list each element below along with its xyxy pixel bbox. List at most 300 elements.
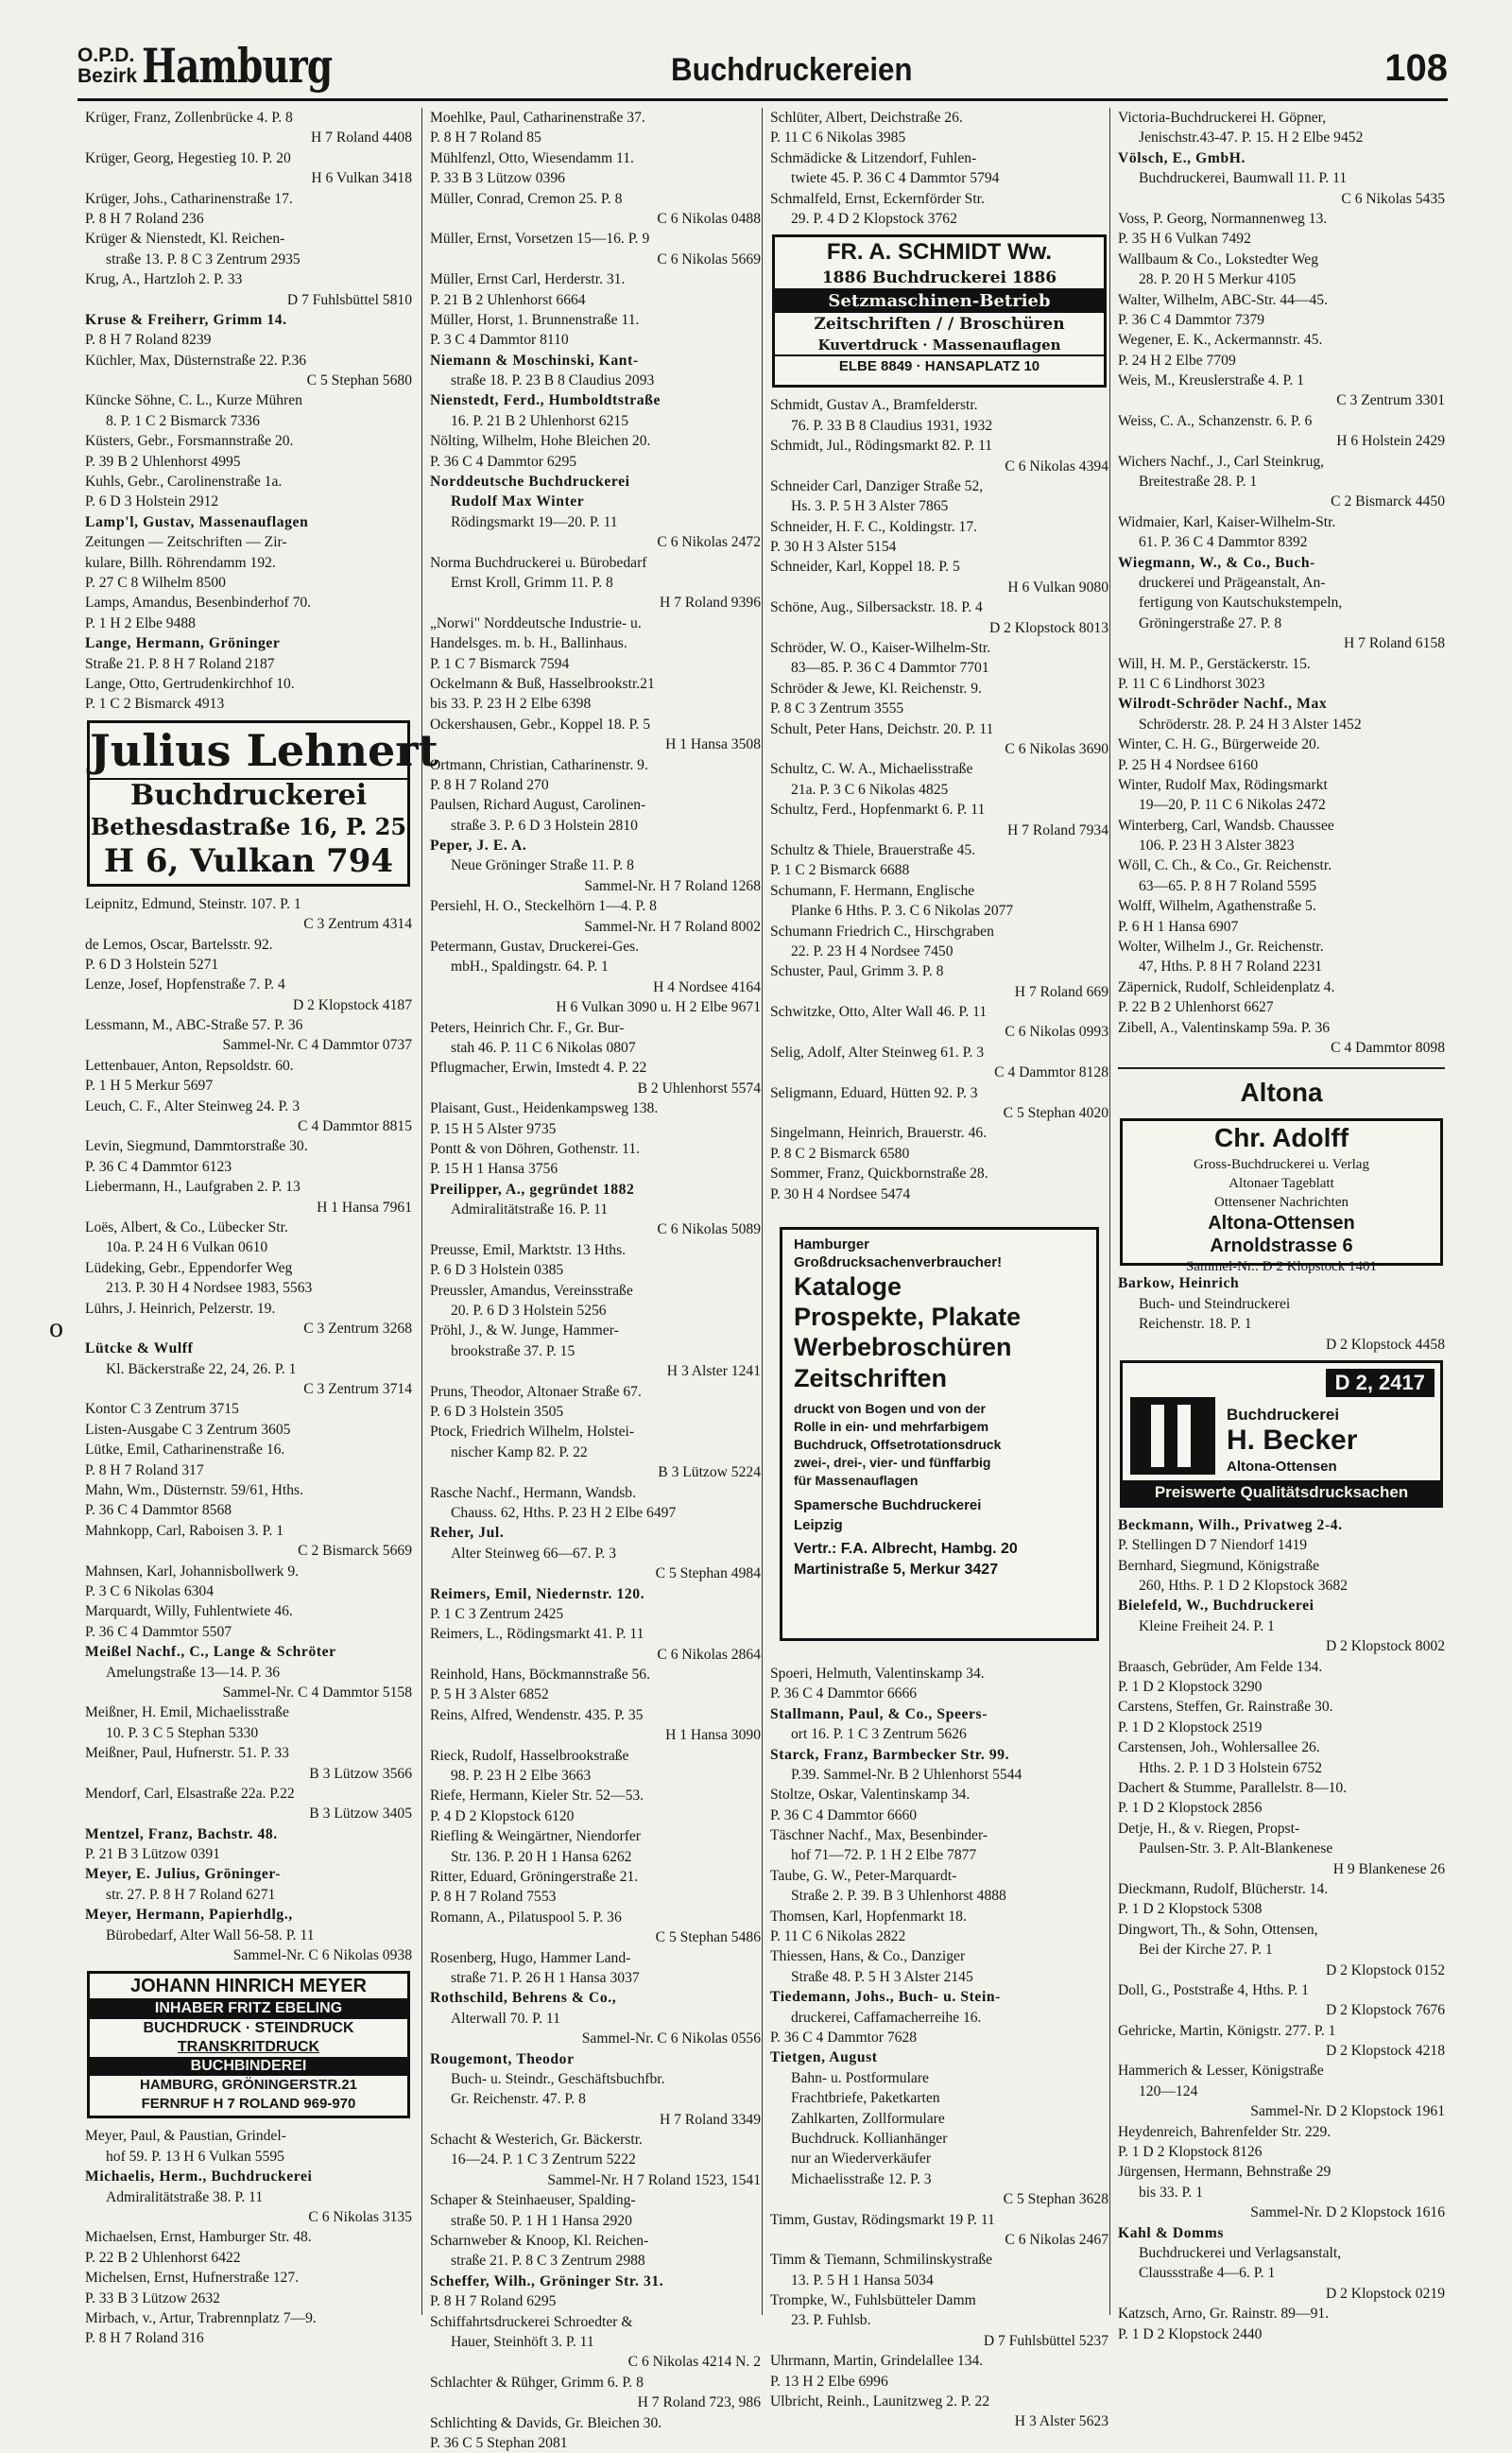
directory-entry-line: Dachert & Stumme, Parallelstr. 8—10.	[1118, 1780, 1348, 1796]
directory-entry-line: Küncke Söhne, C. L., Kurze Mühren	[85, 392, 302, 409]
directory-entry-line: P. 25 H 4 Nordsee 6160	[1118, 756, 1259, 773]
ad-company-name: FR. A. SCHMIDT Ww.	[826, 239, 1053, 266]
directory-entry-line: Schröder & Jewe, Kl. Reichenstr. 9.	[770, 680, 982, 697]
directory-entry-line: P. 8 H 7 Roland 85	[430, 130, 541, 147]
directory-entry-line: Meyer, Paul, & Paustian, Grindel-	[85, 2128, 286, 2145]
directory-entry-line: Krug, A., Hartzloh 2. P. 33	[85, 271, 243, 288]
directory-entry-line: Pontt & von Döhren, Gothenstr. 11.	[430, 1140, 641, 1157]
ad-phone: Sammel-Nr.: D 2 Klopstock 1401	[1185, 1259, 1378, 1275]
section-title: Buchdruckereien	[671, 52, 913, 88]
directory-entry-line: Sammel-Nr. C 6 Nikolas 0556	[581, 2030, 761, 2047]
directory-entry-line: H 7 Roland 669	[1014, 983, 1108, 1000]
directory-entry-line: straße 71. P. 26 H 1 Hansa 3037	[451, 1969, 640, 1986]
directory-entry-line: Bürobedarf, Alter Wall 56-58. P. 11	[106, 1926, 315, 1943]
directory-entry-line: ort 16. P. 1 C 3 Zentrum 5626	[791, 1726, 967, 1743]
directory-entry-line: H 1 Hansa 7961	[317, 1199, 412, 1216]
directory-entry-line: Paulsen, Richard August, Carolinen-	[430, 797, 646, 814]
ad-company-name: H. Becker	[1227, 1424, 1358, 1456]
directory-entry-line: 22. P. 23 H 4 Nordsee 7450	[791, 942, 954, 959]
directory-entry-line: Wolff, Wilhelm, Agathenstraße 5.	[1118, 898, 1316, 915]
directory-entry-line: Barkow, Heinrich	[1118, 1275, 1240, 1292]
directory-entry-line: Schiffahrtsdruckerei Schroedter &	[430, 2313, 633, 2330]
directory-entry-line: P. 15 H 1 Hansa 3756	[430, 1161, 558, 1178]
directory-entry-line: Sammel-Nr. D 2 Klopstock 1616	[1250, 2204, 1445, 2221]
directory-entry-line: H 7 Roland 6158	[1344, 635, 1445, 652]
page-number: 108	[1384, 47, 1448, 89]
directory-entry-line: P. 13 H 2 Elbe 6996	[770, 2373, 888, 2390]
directory-entry-line: Lenze, Josef, Hopfenstraße 7. P. 4	[85, 976, 285, 993]
directory-entry-line: P. 39 B 2 Uhlenhorst 4995	[85, 453, 241, 470]
directory-entry-line: Loës, Albert, & Co., Lübecker Str.	[85, 1218, 288, 1235]
directory-entry-line: Voss, P. Georg, Normannenweg 13.	[1118, 210, 1328, 227]
ad-line: 1886 Buchdruckerei 1886	[775, 268, 1104, 290]
directory-entry-line: Buchdruckerei und Verlagsanstalt,	[1139, 2244, 1342, 2261]
entry-list	[770, 395, 1108, 1204]
directory-entry-line: Lamp'l, Gustav, Massenauflagen	[85, 513, 309, 530]
directory-entry-line: Winter, Rudolf Max, Rödingsmarkt	[1118, 776, 1328, 793]
directory-entry-line: 28. P. 20 H 5 Merkur 4105	[1139, 271, 1297, 288]
directory-entry-line: P. 6 D 3 Holstein 3505	[430, 1404, 564, 1420]
directory-entry-line: Hs. 3. P. 5 H 3 Alster 7865	[791, 498, 949, 515]
directory-entry-line: bis 33. P. 1	[1139, 2184, 1204, 2201]
directory-entry-line: Lütcke & Wulff	[85, 1340, 194, 1357]
directory-entry-line: P. 1 C 2 Bismarck 4913	[85, 696, 225, 713]
directory-entry-line: Bielefeld, W., Buchdruckerei	[1118, 1598, 1314, 1615]
directory-entry-line: D 2 Klopstock 0219	[1325, 2285, 1445, 2302]
directory-entry-line: H 9 Blankenese 26	[1332, 1860, 1445, 1877]
directory-entry-line: P. 5 H 3 Alster 6852	[430, 1686, 549, 1703]
directory-entry-line: Schumann, F. Hermann, Englische	[770, 882, 975, 899]
directory-entry-line: C 5 Stephan 5680	[306, 372, 412, 389]
directory-entry-line: B 3 Lützow 3405	[309, 1805, 412, 1822]
directory-entry-line: Küsters, Gebr., Forsmannstraße 20.	[85, 433, 294, 450]
ad-company-name: JOHANN HINRICH MEYER	[129, 1976, 368, 1997]
directory-entry-line: P. 27 C 8 Wilhelm 8500	[85, 574, 226, 591]
directory-entry-line: kulare, Billh. Röhrendamm 192.	[85, 554, 276, 571]
directory-entry-line: Doll, G., Poststraße 4, Hths. P. 1	[1118, 1981, 1309, 1998]
directory-entry-line: straße 18. P. 23 B 8 Claudius 2093	[451, 372, 655, 389]
directory-entry-line: D 2 Klopstock 7676	[1325, 2002, 1445, 2019]
directory-entry-line: Ortmann, Christian, Catharinenstr. 9.	[430, 756, 648, 773]
directory-entry-line: 83—85. P. 36 C 4 Dammtor 7701	[791, 660, 989, 677]
directory-entry-line: Scharnweber & Knoop, Kl. Reichen-	[430, 2233, 649, 2250]
entry-list	[85, 108, 412, 715]
directory-entry-line: str. 27. P. 8 H 7 Roland 6271	[106, 1886, 276, 1903]
directory-entry-line: Taube, G. W., Peter-Marquardt-	[770, 1867, 957, 1884]
directory-entry-line: P. 8 C 3 Zentrum 3555	[770, 700, 904, 717]
ad-company-name: Julius Lehnert	[90, 724, 438, 776]
directory-entry-line: B 3 Lützow 3566	[309, 1765, 412, 1782]
directory-entry-line: Victoria-Buchdruckerei H. Göpner,	[1118, 110, 1327, 126]
becker-logo-mark	[1151, 1405, 1164, 1467]
directory-entry-line: P. 36 C 4 Dammtor 6295	[430, 453, 577, 470]
directory-entry-line: C 6 Nikolas 5089	[657, 1221, 761, 1238]
directory-entry-line: Wegener, E. K., Ackermannstr. 45.	[1118, 332, 1323, 349]
directory-entry-line: Lettenbauer, Anton, Repsoldstr. 60.	[85, 1057, 294, 1074]
directory-entry-line: Stallmann, Paul, & Co., Speers-	[770, 1705, 988, 1722]
directory-entry-line: hof 59. P. 13 H 6 Vulkan 5595	[106, 2148, 284, 2165]
directory-entry-line: Liebermann, H., Laufgraben 2. P. 13	[85, 1179, 301, 1196]
bezirk-label: Bezirk	[77, 65, 138, 87]
directory-entry-line: P. 1 D 2 Klopstock 2440	[1118, 2325, 1263, 2342]
directory-entry-line: C 5 Stephan 3628	[1003, 2191, 1108, 2208]
directory-entry-line: Schmalfeld, Ernst, Eckernförder Str.	[770, 190, 985, 207]
directory-entry-line: Timm & Tiemann, Schmilinskystraße	[770, 2252, 993, 2269]
ad-headline: Prospekte, Plakate	[794, 1302, 1022, 1331]
directory-entry-line: P. 1 C 2 Bismarck 6688	[770, 862, 910, 879]
ad-owner: INHABER FRITZ EBELING	[90, 1998, 407, 2019]
directory-entry-line: Ulbricht, Reinh., Launitzweg 2. P. 22	[770, 2393, 990, 2410]
directory-entry-line: P. 1 D 2 Klopstock 8126	[1118, 2144, 1263, 2161]
directory-entry-line: C 4 Dammtor 8128	[994, 1064, 1108, 1081]
directory-entry-line: H 7 Roland 3349	[660, 2111, 761, 2128]
directory-entry-line: C 6 Nikolas 0488	[657, 210, 761, 227]
directory-entry-line: P. 8 H 7 Roland 270	[430, 776, 549, 793]
directory-entry-line: Lütke, Emil, Catharinenstraße 16.	[85, 1442, 285, 1459]
directory-entry-line: C 6 Nikolas 2467	[1005, 2231, 1108, 2248]
directory-entry-line: Carstens, Steffen, Gr. Rainstraße 30.	[1118, 1699, 1333, 1716]
directory-entry-line: Widmaier, Karl, Kaiser-Wilhelm-Str.	[1118, 513, 1336, 530]
directory-entry-line: D 2 Klopstock 8013	[988, 619, 1108, 636]
directory-entry-line: Straße 2. P. 39. B 3 Uhlenhorst 4888	[791, 1888, 1006, 1905]
directory-entry-line: de Lemos, Oscar, Bartelsstr. 92.	[85, 936, 273, 953]
directory-entry-line: P. Stellingen D 7 Niendorf 1419	[1118, 1537, 1308, 1554]
directory-entry-line: P. 8 C 2 Bismarck 6580	[770, 1145, 910, 1162]
directory-entry-line: Kuhls, Gebr., Carolinenstraße 1a.	[85, 474, 283, 491]
directory-entry-line: Tietgen, August	[770, 2049, 878, 2066]
directory-entry-line: H 3 Alster 5623	[1014, 2413, 1108, 2430]
ad-line: Altonaer Tageblatt	[1228, 1176, 1334, 1192]
directory-entry-line: 29. P. 4 D 2 Klopstock 3762	[791, 210, 957, 227]
directory-entry-line: 98. P. 23 H 2 Elbe 3663	[451, 1768, 592, 1785]
directory-entry-line: 260, Hths. P. 1 D 2 Klopstock 3682	[1139, 1578, 1348, 1595]
directory-entry-line: P. 33 B 3 Lützow 2632	[85, 2289, 220, 2306]
directory-entry-line: Buch- und Steindruckerei	[1139, 1295, 1291, 1312]
directory-entry-line: Rothschild, Behrens & Co.,	[430, 1990, 617, 2007]
directory-entry-line: Wolter, Wilhelm J., Gr. Reichenstr.	[1118, 939, 1324, 956]
directory-entry-line: Leipnitz, Edmund, Steinstr. 107. P. 1	[85, 895, 301, 912]
ad-agent: Vertr.: F.A. Albrecht, Hambg. 20	[794, 1540, 1018, 1557]
directory-entry-line: P. 36 C 4 Dammtor 5507	[85, 1623, 232, 1640]
directory-entry-line: 61. P. 36 C 4 Dammtor 8392	[1139, 534, 1308, 551]
directory-entry-line: Seligmann, Eduard, Hütten 92. P. 3	[770, 1084, 978, 1101]
directory-entry-line: Krüger & Nienstedt, Kl. Reichen-	[85, 231, 285, 248]
directory-entry-line: Kleine Freiheit 24. P. 1	[1139, 1617, 1275, 1634]
ad-line: Setzmaschinen-Betrieb	[775, 290, 1104, 313]
ad-line: zwei-, drei-, vier- und fünffarbig	[794, 1454, 991, 1470]
directory-entry-line: Spoeri, Helmuth, Valentinskamp 34.	[770, 1665, 985, 1682]
directory-entry-line: P. 1 D 2 Klopstock 3290	[1118, 1679, 1263, 1696]
ad-city: Leipzig	[794, 1516, 843, 1533]
directory-entry-line: Jürgensen, Hermann, Behnstraße 29	[1118, 2164, 1332, 2181]
directory-entry-line: 47, Hths. P. 8 H 7 Roland 2231	[1139, 959, 1323, 976]
directory-entry-line: P. 1 D 2 Klopstock 2856	[1118, 1800, 1263, 1817]
ad-line: Kuvertdruck · Massenauflagen	[775, 336, 1104, 356]
directory-entry-line: P. 4 D 2 Klopstock 6120	[430, 1807, 575, 1824]
column-4	[1109, 108, 1445, 2342]
ad-city: Altona-Ottensen	[1208, 1213, 1355, 1235]
directory-entry-line: 76. P. 33 B 8 Claudius 1931, 1932	[791, 417, 993, 434]
directory-entry-line: P. 22 B 2 Uhlenhorst 6422	[85, 2249, 241, 2266]
directory-entry-line: fertigung von Kautschukstempeln,	[1139, 595, 1343, 612]
ad-line: Hamburger	[794, 1235, 870, 1252]
directory-entry-line: Hauer, Steinhöft 3. P. 11	[451, 2333, 594, 2350]
directory-entry-line: Hammerich & Lesser, Königstraße	[1118, 2063, 1324, 2080]
directory-entry-line: Wiegmann, W., & Co., Buch-	[1118, 554, 1315, 571]
directory-entry-line: bis 33. P. 23 H 2 Elbe 6398	[430, 696, 592, 713]
directory-entry-line: 8. P. 1 C 2 Bismarck 7336	[106, 412, 260, 429]
ad-line: Ottensener Nachrichten	[1213, 1195, 1349, 1211]
directory-entry-line: Winterberg, Carl, Wandsb. Chaussee	[1118, 817, 1334, 834]
directory-entry-line: Beckmann, Wilh., Privatweg 2-4.	[1118, 1516, 1343, 1533]
directory-entry-line: Planke 6 Hths. P. 3. C 6 Nikolas 2077	[791, 903, 1014, 920]
directory-entry-line: Schumann Friedrich C., Hirschgraben	[770, 923, 994, 940]
ad-line: BUCHDRUCK · STEINDRUCK	[143, 2020, 354, 2037]
directory-entry-line: Schacht & Westerich, Gr. Bäckerstr.	[430, 2132, 643, 2149]
directory-entry-line: Kruse & Freiherr, Grimm 14.	[85, 311, 287, 328]
directory-entry-line: Meißel Nachf., C., Lange & Schröter	[85, 1644, 336, 1661]
directory-entry-line: Pflugmacher, Erwin, Imstedt 4. P. 22	[430, 1060, 647, 1077]
directory-entry-line: Starck, Franz, Barmbecker Str. 99.	[770, 1746, 1010, 1763]
directory-entry-line: Pruns, Theodor, Altonaer Straße 67.	[430, 1383, 642, 1400]
directory-entry-line: Krüger, Johs., Catharinenstraße 17.	[85, 190, 293, 207]
directory-entry-line: P. 1 H 5 Merkur 5697	[85, 1078, 214, 1095]
directory-entry-line: C 3 Zentrum 3301	[1336, 392, 1445, 409]
directory-entry-line: Riefling & Weingärtner, Niendorfer	[430, 1828, 642, 1845]
directory-entry-line: 19—20, P. 11 C 6 Nikolas 2472	[1139, 797, 1326, 814]
directory-entry-line: Mendorf, Carl, Elsastraße 22a. P.22	[85, 1785, 295, 1802]
directory-entry-line: P. 8 H 7 Roland 8239	[85, 332, 212, 349]
directory-entry-line: P. 35 H 6 Vulkan 7492	[1118, 231, 1251, 248]
directory-entry-line: Krüger, Georg, Hegestieg 10. P. 20	[85, 149, 291, 166]
directory-entry-line: 213. P. 30 H 4 Nordsee 1983, 5563	[106, 1280, 313, 1297]
entry-list	[770, 1664, 1108, 2432]
ad-phone: H 6, Vulkan 794	[103, 841, 394, 880]
directory-entry-line: Niemann & Moschinski, Kant-	[430, 352, 639, 369]
directory-entry-line: Wallbaum & Co., Lokstedter Weg	[1118, 250, 1319, 268]
ad-line: Gross-Buchdruckerei u. Verlag	[1194, 1157, 1369, 1173]
directory-entry-line: 16—24. P. 1 C 3 Zentrum 5222	[451, 2151, 636, 2168]
directory-entry-line: twiete 45. P. 36 C 4 Dammtor 5794	[791, 170, 1000, 187]
ad-line: für Massenauflagen	[794, 1472, 919, 1488]
directory-entry-line: P.39. Sammel-Nr. B 2 Uhlenhorst 5544	[791, 1766, 1022, 1783]
directory-entry-line: H 6 Vulkan 9080	[1007, 579, 1108, 596]
directory-entry-line: Plaisant, Gust., Heidenkampsweg 138.	[430, 1100, 659, 1117]
directory-entry-line: P. 1 H 2 Elbe 9488	[85, 614, 196, 631]
directory-entry-line: Amelungstraße 13—14. P. 36	[106, 1664, 281, 1681]
directory-entry-line: Leuch, C. F., Alter Steinweg 24. P. 3	[85, 1097, 301, 1114]
directory-entry-line: Kl. Bäckerstraße 22, 24, 26. P. 1	[106, 1360, 297, 1377]
directory-entry-line: Admiralitätstraße 38. P. 11	[106, 2188, 264, 2205]
directory-entry-line: Bahn- u. Postformulare	[791, 2069, 929, 2086]
directory-entry-line: Buch- u. Steindr., Geschäftsbuchfbr.	[451, 2070, 665, 2087]
directory-entry-line: Weis, M., Kreuslerstraße 4. P. 1	[1118, 372, 1305, 389]
directory-entry-line: Schuster, Paul, Grimm 3. P. 8	[770, 963, 944, 980]
directory-entry-line: nischer Kamp 82. P. 22	[451, 1443, 588, 1460]
directory-entry-line: Zahlkarten, Zollformulare	[791, 2110, 945, 2127]
directory-entry-line: Paulsen-Str. 3. P. Alt-Blankenese	[1139, 1840, 1333, 1857]
directory-entry-line: C 5 Stephan 4984	[655, 1565, 761, 1582]
directory-entry-line: D 2 Klopstock 4218	[1325, 2043, 1445, 2060]
directory-entry-line: P. 6 H 1 Hansa 6907	[1118, 918, 1239, 935]
directory-entry-line: P. 6 D 3 Holstein 2912	[85, 493, 219, 510]
directory-entry-line: Rosenberg, Hugo, Hammer Land-	[430, 1949, 631, 1966]
directory-entry-line: Lange, Hermann, Gröninger	[85, 635, 281, 652]
directory-entry-line: Zeitungen — Zeitschriften — Zir-	[85, 534, 287, 551]
directory-entry-line: C 6 Nikolas 5669	[657, 250, 761, 268]
directory-entry-line: Sammel-Nr. C 6 Nikolas 0938	[232, 1947, 412, 1964]
directory-entry-line: C 6 Nikolas 3690	[1005, 740, 1108, 757]
directory-entry-line: Moehlke, Paul, Catharinenstraße 37.	[430, 110, 645, 126]
directory-entry-line: Krüger, Franz, Zollenbrücke 4. P. 8	[85, 110, 293, 126]
directory-entry-line: P. 11 C 6 Lindhorst 3023	[1118, 675, 1265, 692]
directory-entry-line: Selig, Adolf, Alter Steinweg 61. P. 3	[770, 1044, 985, 1061]
directory-entry-line: P. 15 H 5 Alster 9735	[430, 1120, 557, 1137]
directory-entry-line: Schneider Carl, Danziger Straße 52,	[770, 477, 984, 494]
directory-entry-line: hof 71—72. P. 1 H 2 Elbe 7877	[791, 1847, 977, 1864]
directory-entry-line: Schöne, Aug., Silbersackstr. 18. P. 4	[770, 599, 983, 616]
directory-entry-line: Scheffer, Wilh., Gröninger Str. 31.	[430, 2272, 664, 2289]
ad-headline: Kataloge	[794, 1271, 902, 1301]
entry-list	[770, 108, 1108, 229]
directory-entry-line: Straße 21. P. 8 H 7 Roland 2187	[85, 655, 275, 672]
directory-entry-line: straße 21. P. 8 C 3 Zentrum 2988	[451, 2253, 645, 2270]
directory-entry-line: Ptock, Friedrich Wilhelm, Holstei-	[430, 1424, 635, 1441]
directory-entry-line: Bernhard, Siegmund, Königstraße	[1118, 1557, 1320, 1574]
directory-entry-line: C 6 Nikolas 2864	[657, 1646, 761, 1663]
directory-entry-line: Ernst Kroll, Grimm 11. P. 8	[451, 574, 613, 591]
directory-entry-line: Lamps, Amandus, Besenbinderhof 70.	[85, 595, 312, 612]
directory-entry-line: Schwitzke, Otto, Alter Wall 46. P. 11	[770, 1004, 988, 1021]
directory-entry-line: Reichenstr. 18. P. 1	[1139, 1316, 1252, 1333]
directory-entry-line: C 6 Nikolas 4394	[1005, 458, 1108, 475]
directory-entry-line: Listen-Ausgabe C 3 Zentrum 3605	[85, 1421, 291, 1438]
directory-entry-line: 16. P. 21 B 2 Uhlenhorst 6215	[451, 412, 628, 429]
directory-entry-line: P. 36 C 4 Dammtor 7379	[1118, 311, 1265, 328]
directory-entry-line: Kontor C 3 Zentrum 3715	[85, 1401, 239, 1418]
directory-entry-line: C 6 Nikolas 5435	[1341, 190, 1445, 207]
directory-entry-line: P. 36 C 4 Dammtor 6666	[770, 1685, 918, 1702]
directory-entry-line: Katzsch, Arno, Gr. Rainstr. 89—91.	[1118, 2306, 1330, 2323]
directory-entry-line: Lange, Otto, Gertrudenkirchhof 10.	[85, 675, 295, 692]
entry-list	[1118, 1273, 1445, 1355]
directory-entry-line: Detje, H., & v. Riegen, Propst-	[1118, 1820, 1300, 1837]
directory-entry-line: Chauss. 62, Hths. P. 23 H 2 Elbe 6497	[451, 1504, 677, 1521]
directory-entry-line: Wöll, C. Ch., & Co., Gr. Reichenstr.	[1118, 857, 1332, 874]
directory-entry-line: Zäpernick, Rudolf, Schleidenplatz 4.	[1118, 978, 1335, 995]
directory-entry-line: Jenischstr.43-47. P. 15. H 2 Elbe 9452	[1139, 130, 1364, 147]
district-label	[77, 45, 137, 87]
directory-entry-line: Sammel-Nr. H 7 Roland 8002	[584, 918, 761, 935]
directory-entry-line: Völsch, E., GmbH.	[1118, 149, 1246, 166]
directory-entry-line: Kahl & Domms	[1118, 2224, 1225, 2241]
directory-entry-line: Persiehl, H. O., Steckelhörn 1—4. P. 8	[430, 898, 657, 915]
directory-entry-line: Weiss, C. A., Schanzenstr. 6. P. 6	[1118, 412, 1313, 429]
directory-entry-line: Tiedemann, Johs., Buch- u. Stein-	[770, 1989, 1001, 2006]
directory-entry-line: nur an Wiederverkäufer	[791, 2151, 932, 2168]
ad-city: Altona-Ottensen	[1227, 1458, 1337, 1475]
ad-fr-a-schmidt	[772, 234, 1107, 388]
directory-entry-line: Schultz & Thiele, Brauerstraße 45.	[770, 841, 976, 858]
directory-entry-line: P. 8 H 7 Roland 6295	[430, 2293, 557, 2310]
directory-entry-line: Täschner Nachf., Max, Besenbinder-	[770, 1827, 988, 1844]
directory-entry-line: Meyer, Hermann, Papierhdlg.,	[85, 1907, 293, 1924]
ad-line: Buchdruckerei	[1227, 1405, 1340, 1424]
directory-entry-line: Schlichting & Davids, Gr. Bleichen 30.	[430, 2414, 662, 2431]
ad-line: Buchdruckerei	[90, 778, 407, 812]
directory-entry-line: Norddeutsche Buchdruckerei	[430, 474, 630, 491]
directory-entry-line: Wichers Nachf., J., Carl Steinkrug,	[1118, 453, 1325, 470]
directory-entry-line: Schmidt, Gustav A., Bramfelderstr.	[770, 397, 978, 414]
ad-line: Großdrucksachenverbraucher!	[794, 1253, 1003, 1270]
ad-address: Bethesdastraße 16, P. 25	[90, 812, 407, 840]
directory-entry-line: P. 1 C 7 Bismarck 7594	[430, 655, 570, 672]
ad-line: TRANSKRITDRUCK	[177, 2039, 320, 2056]
directory-entry-line: straße 50. P. 1 H 1 Hansa 2920	[451, 2212, 632, 2229]
ad-line: Rolle in ein- und mehrfarbigem	[794, 1418, 989, 1434]
directory-entry-line: Buchdruck. Kollianhänger	[791, 2130, 948, 2147]
directory-entry-line: C 4 Dammtor 8098	[1331, 1039, 1445, 1056]
directory-entry-line: H 6 Vulkan 3090 u. H 2 Elbe 9671	[556, 999, 761, 1016]
directory-entry-line: P. 3 C 6 Nikolas 6304	[85, 1583, 215, 1599]
directory-entry-line: Thomsen, Karl, Hopfenmarkt 18.	[770, 1908, 967, 1925]
directory-entry-line: Müller, Ernst Carl, Herderstr. 31.	[430, 271, 626, 288]
directory-entry-line: straße 13. P. 8 C 3 Zentrum 2935	[106, 250, 301, 268]
directory-entry-line: Handelsges. m. b. H., Ballinhaus.	[430, 635, 627, 652]
directory-entry-line: P. 36 C 4 Dammtor 6660	[770, 1806, 918, 1823]
directory-entry-line: Ockershausen, Gebr., Koppel 18. P. 5	[430, 716, 650, 733]
directory-entry-line: P. 11 C 6 Nikolas 3985	[770, 130, 906, 147]
directory-entry-line: Str. 136. P. 20 H 1 Hansa 6262	[451, 1848, 632, 1865]
directory-entry-line: Sammel-Nr. H 7 Roland 1523, 1541	[547, 2171, 761, 2188]
ad-address: Martinistraße 5, Merkur 3427	[794, 1561, 999, 1578]
directory-entry-line: Peters, Heinrich Chr. F., Gr. Bur-	[430, 1019, 625, 1036]
page-header	[77, 26, 1448, 104]
directory-entry-line: Schultz, C. W. A., Michaelisstraße	[770, 761, 973, 778]
directory-entry-line: C 5 Stephan 5486	[655, 1929, 761, 1946]
directory-entry-line: Mahnkopp, Carl, Raboisen 3. P. 1	[85, 1522, 284, 1539]
directory-entry-line: H 4 Nordsee 4164	[653, 978, 761, 995]
directory-entry-line: C 2 Bismarck 4450	[1331, 493, 1445, 510]
ad-company-name: Chr. Adolff	[1213, 1123, 1349, 1153]
directory-entry-line: Rasche Nachf., Hermann, Wandsb.	[430, 1484, 636, 1501]
directory-entry-line: P. 6 D 3 Holstein 0385	[430, 1262, 564, 1279]
altona-heading: Altona	[1118, 1067, 1445, 1109]
directory-entry-line: P. 33 B 3 Lützow 0396	[430, 170, 565, 187]
directory-entry-line: Bei der Kirche 27. P. 1	[1139, 1942, 1273, 1959]
ad-line: druckt von Bogen und von der	[794, 1400, 987, 1416]
directory-entry-line: D 2 Klopstock 4187	[292, 996, 412, 1013]
directory-entry-line: H 7 Roland 723, 986	[637, 2394, 761, 2411]
directory-entry-line: Alter Steinweg 66—67. P. 3	[451, 1545, 616, 1562]
directory-entry-line: Sammel-Nr. D 2 Klopstock 1961	[1250, 2103, 1445, 2120]
directory-entry-line: C 6 Nikolas 4214 N. 2	[627, 2354, 761, 2371]
directory-entry-line: Stoltze, Oskar, Valentinskamp 34.	[770, 1787, 971, 1804]
directory-entry-line: Buchdruckerei, Baumwall 11. P. 11	[1139, 170, 1348, 187]
directory-entry-line: H 6 Vulkan 3418	[311, 170, 412, 187]
ad-phone: FERNRUF H 7 ROLAND 969-970	[141, 2096, 356, 2113]
header-rule	[77, 98, 1448, 101]
directory-entry-line: Reinhold, Hans, Böckmannstraße 56.	[430, 1667, 651, 1684]
directory-entry-line: P. 36 C 4 Dammtor 8568	[85, 1502, 232, 1519]
directory-entry-line: P. 22 B 2 Uhlenhorst 6627	[1118, 999, 1274, 1016]
becker-logo-mark	[1177, 1405, 1191, 1467]
directory-entry-line: P. 36 C 5 Stephan 2081	[430, 2434, 568, 2451]
directory-entry-line: Ockelmann & Buß, Hasselbrookstr.21	[430, 675, 655, 692]
directory-entry-line: Reins, Alfred, Wendenstr. 435. P. 35	[430, 1706, 644, 1723]
column-1	[85, 108, 438, 2347]
directory-entry-line: Schlüter, Albert, Deichstraße 26.	[770, 110, 963, 126]
